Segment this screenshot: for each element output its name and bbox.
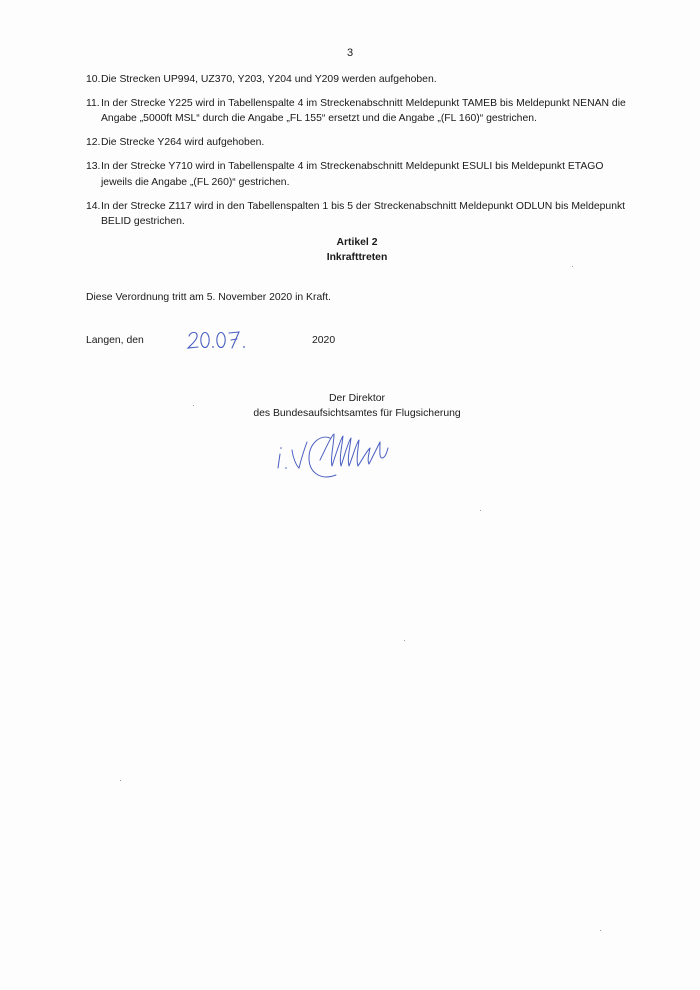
scan-speck: [572, 266, 573, 267]
place-label: Langen, den: [86, 335, 144, 346]
year-label: 2020: [312, 335, 336, 346]
article-heading: [0, 235, 700, 265]
scan-speck: [480, 510, 481, 511]
scan-speck: [600, 930, 601, 931]
amendment-list: [86, 72, 626, 238]
handwritten-signature: [276, 428, 402, 488]
scan-speck: [120, 780, 121, 781]
scan-speck: [404, 640, 405, 641]
list-item: [86, 96, 626, 127]
scan-speck: [193, 405, 194, 406]
signer-block: [0, 391, 700, 421]
list-item: [86, 159, 626, 190]
page-number: 3: [346, 47, 354, 59]
item-number: 12.: [86, 137, 101, 149]
entry-into-force-text: Diese Verordnung tritt am 5. November 2020 in Kraft.: [86, 292, 331, 303]
signer-authority: des Bundesaufsichtsamtes für Flugsicherung: [253, 408, 461, 419]
item-number: 11.: [86, 98, 100, 109]
item-text: Die Strecke Y264 wird aufgehoben.: [101, 137, 265, 149]
item-number: 14.: [86, 200, 101, 212]
article-number: Artikel 2: [336, 237, 378, 248]
article-title: Inkrafttreten: [326, 252, 388, 263]
item-text: In der Strecke Z117 wird in den Tabellenspalten 1 bis 5 der Streckenabschnitt Meldepunkt ODLUN bis Meldepunkt BELID gestrichen.: [101, 200, 626, 228]
item-text: In der Strecke Y710 wird in Tabellenspalte 4 im Streckenabschnitt Meldepunkt ESULI bis Meldepunkt ETAGO jeweils die Angabe „(FL 260)“ gestrichen.: [101, 161, 604, 188]
list-item: [86, 135, 626, 150]
handwritten-date: [186, 327, 256, 353]
list-item: [86, 199, 626, 230]
item-text: In der Strecke Y225 wird in Tabellenspalte 4 im Streckenabschnitt Meldepunkt TAMEB bis Meldepunkt NENAN die Angabe „5000ft MSL“ durch die Angabe „FL 155“ ersetzt und die Angabe „(FL 160)“ gestrichen.: [101, 98, 626, 125]
item-number: 13.: [86, 161, 101, 173]
list-item: [86, 72, 626, 87]
scan-speck: [150, 160, 151, 161]
item-number: 10.: [86, 74, 101, 85]
signer-title: Der Direktor: [328, 393, 385, 404]
item-text: Die Strecken UP994, UZ370, Y203, Y204 und Y209 werden aufgehoben.: [101, 74, 437, 85]
